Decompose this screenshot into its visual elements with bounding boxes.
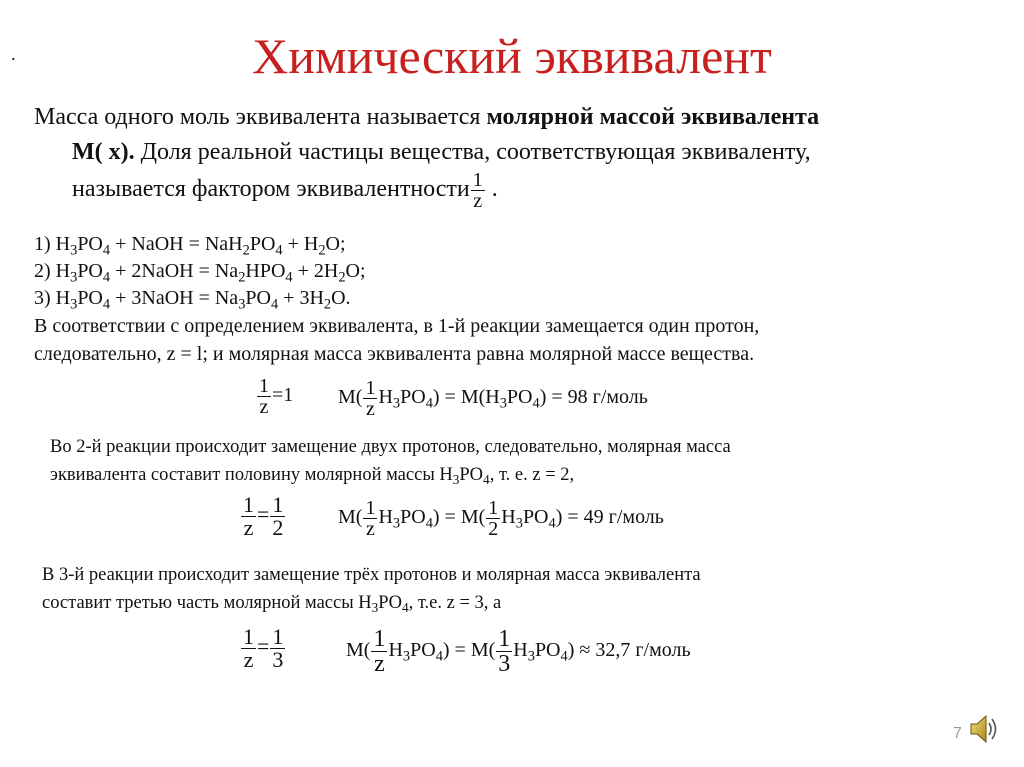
fraction-numerator: 1 xyxy=(243,492,254,517)
f1-lhs-fraction xyxy=(257,376,271,417)
slide-title: Химический эквивалент xyxy=(252,28,772,84)
f2-equals: = xyxy=(257,501,270,527)
second-line-1: Во 2-й реакции происходит замещение двух протонов, следовательно, молярная масса xyxy=(50,437,731,457)
f2-part: PO xyxy=(522,506,549,529)
f1-result: ) = 98 г/моль xyxy=(539,386,648,409)
f2-sub: 4 xyxy=(425,515,433,532)
fraction-denominator: z xyxy=(257,396,271,417)
fraction-denominator: z xyxy=(241,648,256,671)
third-text: PO xyxy=(378,593,402,613)
second-sub: 3 xyxy=(452,471,460,487)
r2-part: + 2H xyxy=(292,260,339,282)
f2-result: ) = 49 г/моль xyxy=(555,506,664,529)
f2-inner-fraction-2 xyxy=(486,498,500,539)
f3-part: PO xyxy=(410,639,436,662)
fraction-numerator: 1 xyxy=(373,626,386,652)
r2-sub: 4 xyxy=(285,269,293,286)
r3-sub: 3 xyxy=(238,296,246,313)
page-number: 7 xyxy=(953,725,962,742)
r3-part: 3) H xyxy=(34,287,71,309)
r1-sub: 3 xyxy=(70,242,78,259)
reaction-2 xyxy=(34,259,366,286)
r3-part: + 3H xyxy=(278,287,324,309)
f3-lhs-fraction xyxy=(241,626,256,671)
decorative-dot: . xyxy=(11,44,16,64)
f1-sub: 3 xyxy=(499,395,507,412)
f1-sub: 4 xyxy=(425,395,433,412)
explanation-line-1: В соответствии с определением эквивалента, в 1-й реакции замещается один протон, xyxy=(34,315,760,337)
third-sub: 3 xyxy=(371,599,379,615)
intro-symbol-bold: M( x). xyxy=(72,139,135,165)
fraction-numerator: 1 xyxy=(365,377,376,399)
f3-sub: 3 xyxy=(527,648,535,665)
f3-rhs-fraction xyxy=(270,626,285,671)
fraction-numerator: 1 xyxy=(243,624,254,649)
intro-line-3 xyxy=(72,170,498,211)
r2-part: 2) H xyxy=(34,260,71,282)
r1-part: PO xyxy=(77,233,103,255)
f3-part: PO xyxy=(534,639,561,662)
r3-part: PO xyxy=(77,287,103,309)
fraction-denominator: 2 xyxy=(488,518,499,540)
r3-part: O. xyxy=(331,287,351,309)
fraction-numerator: 1 xyxy=(498,626,511,652)
r1-part: + NaOH = NaH xyxy=(110,233,243,255)
f1-part: PO xyxy=(400,386,426,409)
r3-sub: 4 xyxy=(102,296,111,313)
f2-lhs-fraction xyxy=(241,494,256,539)
fraction-numerator: 1 xyxy=(272,492,284,517)
formula-1-rhs xyxy=(338,378,648,419)
intro-line-1 xyxy=(34,102,819,132)
intro-term-bold: молярной массой эквивалента xyxy=(486,104,820,130)
f3-result: ) ≈ 32,7 г/моль xyxy=(567,639,691,662)
r1-sub: 4 xyxy=(275,242,283,259)
r1-part: O; xyxy=(325,233,346,255)
r2-sub: 2 xyxy=(338,269,346,286)
intro-line-2 xyxy=(72,137,811,167)
f3-inner-fraction-2 xyxy=(496,627,512,676)
f1-part: H xyxy=(378,386,393,409)
r3-sub: 2 xyxy=(323,296,332,313)
f3-part: ) = M( xyxy=(442,639,496,662)
f2-part: H xyxy=(501,506,516,529)
r3-sub: 4 xyxy=(270,296,279,313)
equivalence-factor-fraction xyxy=(471,170,485,211)
f3-part: H xyxy=(388,639,403,662)
second-text: эквивалента составит половину молярной массы H xyxy=(50,465,453,485)
fraction-denominator: z xyxy=(241,516,256,539)
f3-sub: 4 xyxy=(435,648,443,665)
fraction-denominator: z xyxy=(363,398,377,419)
f3-equals: = xyxy=(257,633,270,659)
f2-rhs-fraction xyxy=(270,494,285,539)
fraction-numerator: 1 xyxy=(272,624,284,649)
r1-part: 1) H xyxy=(34,233,71,255)
f3-part: M( xyxy=(346,639,371,662)
fraction-numerator: 1 xyxy=(365,497,376,519)
r3-sub: 3 xyxy=(70,296,78,313)
r2-part: HPO xyxy=(245,260,286,282)
f2-part: M( xyxy=(338,506,363,529)
formula-3-lhs xyxy=(240,626,286,671)
third-text: составит третью часть молярной массы H xyxy=(42,593,372,613)
f1-part: M( xyxy=(338,386,363,409)
fraction-denominator: z xyxy=(371,651,387,676)
fraction-denominator: z xyxy=(471,190,485,211)
formula-1-lhs xyxy=(256,376,293,417)
f1-lhs-value: =1 xyxy=(272,384,294,407)
r1-sub: 2 xyxy=(242,242,250,259)
f2-inner-fraction xyxy=(363,498,377,539)
fraction-denominator: 3 xyxy=(272,647,284,672)
r1-part: PO xyxy=(249,233,276,255)
fraction-denominator: z xyxy=(363,518,377,539)
f3-sub: 4 xyxy=(560,648,568,665)
second-text: PO xyxy=(459,465,484,485)
r3-part: PO xyxy=(245,287,271,309)
f3-sub: 3 xyxy=(402,648,411,665)
r2-part: PO xyxy=(77,260,103,282)
r2-sub: 3 xyxy=(70,269,78,286)
fraction-numerator: 1 xyxy=(488,497,499,519)
f1-sub: 4 xyxy=(532,395,540,412)
explanation-line-2: следовательно, z = l; и молярная масса эквивалента равна молярной массе вещества. xyxy=(34,343,755,365)
intro-text-1: Масса одного моль эквивалента называется xyxy=(34,104,487,130)
r1-sub: 2 xyxy=(318,242,326,259)
second-sub: 4 xyxy=(483,471,490,487)
r1-sub: 4 xyxy=(102,242,111,259)
fraction-numerator: 1 xyxy=(472,169,483,191)
second-text: , т. е. z = 2, xyxy=(489,465,575,485)
f1-part: PO xyxy=(506,386,533,409)
f2-sub: 4 xyxy=(548,515,556,532)
f1-sub: 3 xyxy=(392,395,401,412)
r3-part: + 3NaOH = Na xyxy=(110,287,239,309)
intro-end: . xyxy=(485,176,498,203)
f1-part: ) = M(H xyxy=(432,386,500,409)
formula-3-rhs xyxy=(346,627,691,676)
f1-inner-fraction xyxy=(363,378,377,419)
reaction-3 xyxy=(34,286,351,313)
third-line-1: В 3-й реакции происходит замещение трёх протонов и молярная масса эквивалента xyxy=(42,565,701,585)
f2-sub: 3 xyxy=(515,515,523,532)
r2-sub: 2 xyxy=(238,269,246,286)
speaker-icon[interactable] xyxy=(968,710,1000,748)
f3-inner-fraction xyxy=(371,627,387,676)
r2-part: O; xyxy=(345,260,366,282)
formula-2-rhs xyxy=(338,498,664,539)
f2-part: ) = M( xyxy=(432,506,486,529)
r1-part: + H xyxy=(282,233,319,255)
fraction-numerator: 1 xyxy=(259,375,269,397)
intro-text-3: называется фактором эквивалентности xyxy=(72,176,470,203)
third-sub: 4 xyxy=(401,599,409,615)
r2-part: + 2NaOH = Na xyxy=(110,260,239,282)
f3-part: H xyxy=(513,639,528,662)
f2-part: H xyxy=(378,506,393,529)
intro-text-2: Доля реальной частицы вещества, соответствующая эквиваленту, xyxy=(134,139,811,165)
r2-sub: 4 xyxy=(102,269,111,286)
formula-2-lhs xyxy=(240,494,286,539)
f2-sub: 3 xyxy=(392,515,401,532)
fraction-denominator: 2 xyxy=(272,515,284,540)
second-line-2 xyxy=(50,463,574,487)
reaction-1 xyxy=(34,232,346,259)
third-text: , т.е. z = 3, а xyxy=(408,593,502,613)
fraction-denominator: 3 xyxy=(498,651,511,677)
f2-part: PO xyxy=(400,506,426,529)
third-line-2 xyxy=(42,591,501,615)
